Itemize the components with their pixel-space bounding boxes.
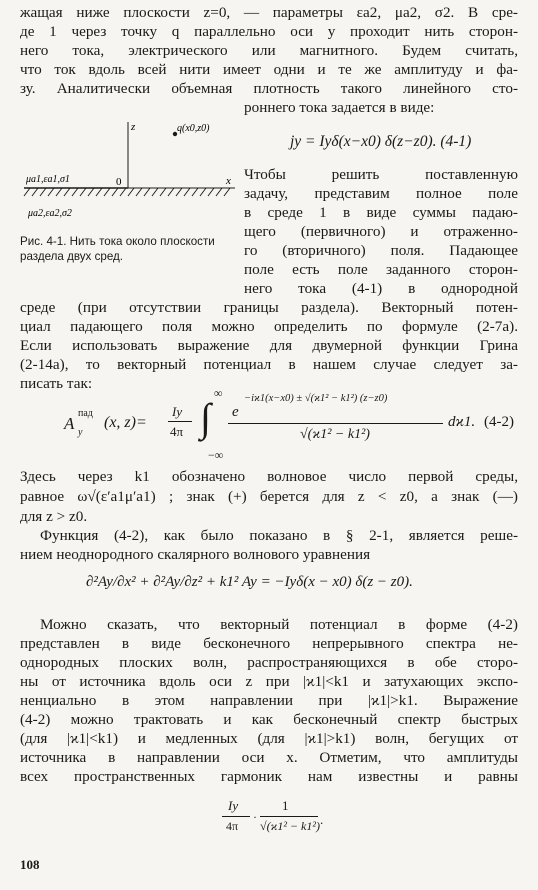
text-line: для z > z0. [20, 508, 88, 525]
text-line: ны от источника вдоль оси z при |ϰ1|<k1 и затухающих экспо- [20, 673, 518, 690]
label-origin: 0 [116, 176, 122, 188]
eq-args: (x, z)= [104, 414, 147, 431]
text-line: циал падающего поля можно определить по формуле (2-7а). [20, 318, 518, 335]
text-line: Можно сказать, что векторный потенциал в форме (4-2) [40, 616, 518, 633]
text-line: Здесь через k1 обозначено волновое число первой среды, [20, 468, 518, 485]
equation-4-2 [0, 386, 538, 462]
text-line: поле есть поле заданного сторон- [244, 261, 518, 278]
text-line: (2-14а), то векторный потенциал в нашем случае следует за- [20, 356, 518, 373]
text-line: роннего тока задается в виде: [244, 99, 435, 116]
eq-coef-num: Iy [172, 404, 183, 419]
text-line: задачу, представим полное поле [244, 185, 518, 202]
text-line: Функция (4-2), как было показано в § 2-1, является реше- [40, 527, 518, 544]
text-line: в среде 1 в виде суммы падаю- [244, 204, 518, 221]
eq-lhs-sup: пад [78, 408, 93, 419]
label-medium1: μa1,εa1,σ1 [26, 174, 70, 185]
text-line: (для |ϰ1|<k1) и медленных (для |ϰ1|>k1) волн, бегущих от [20, 730, 518, 747]
final-bar2 [260, 816, 318, 817]
eq-number: (4-2) [484, 414, 514, 430]
text-line: него тока, электрического или магнитного. Будем считать, [20, 42, 518, 59]
text-line: Если использовать выражение для двумерной функции Грина [20, 337, 518, 354]
eq-lhs: A [64, 414, 75, 433]
final-den2: √(ϰ1² − k1²) [260, 819, 320, 833]
text-line: однородных плоских волн, распространяющихся в обе сторо- [20, 654, 518, 671]
eq-coef-bar [168, 421, 192, 422]
final-period: . [320, 812, 324, 827]
equation-4-1: jy = Iyδ(x−x0) δ(z−z0). (4-1) [290, 133, 472, 150]
text-line: что ток вдоль всей нити имеет одни и те же амплитуду и фа- [20, 61, 518, 78]
text-line: среде (при отсутствии границы раздела). Векторный потен- [20, 299, 518, 316]
figure-diagram [20, 116, 245, 234]
text-line: представлен в виде бесконечного непрерывного спектра не- [20, 635, 518, 652]
text-line: де 1 через точку q параллельно оси y проходит нить сторон- [20, 23, 518, 40]
text-line: зу. Аналитически объемная плотность такого линейного сто- [20, 80, 518, 97]
label-q: q(x0,z0) [177, 123, 210, 134]
label-x: x [226, 175, 231, 187]
text-line: Чтобы решить поставленную [244, 166, 518, 183]
final-num1: Iy [228, 798, 239, 813]
final-bar1 [222, 816, 250, 817]
eq-differential: dϰ1. [448, 414, 476, 430]
text-line: источника в направлении оси x. Отметим, что амплитуды [20, 749, 518, 766]
eq-coef-den: 4π [170, 424, 184, 439]
exp-base: e [232, 404, 239, 420]
text-line: го (вторичного) поля. Падающее [244, 242, 518, 259]
int-lower: −∞ [208, 448, 224, 462]
eq-main-bar [228, 423, 443, 424]
equation-wave: ∂²Ay/∂x² + ∂²Ay/∂z² + k1² Ay = −Iyδ(x − x0) δ(z − z0). [86, 574, 413, 590]
final-den1: 4π [226, 819, 239, 833]
text-line: всех пространственных гармоник нам известны и равны [20, 768, 518, 785]
eq-lhs-sub: y [78, 427, 83, 438]
text-line: щего (первичного) и отраженно- [244, 223, 518, 240]
final-num2: 1 [282, 798, 289, 813]
label-z: z [131, 121, 136, 133]
label-medium2: μa2,εa2,σ2 [28, 208, 72, 219]
text-line: жащая ниже плоскости z=0, — параметры εa2, μa2, σ2. В сре- [20, 4, 518, 21]
text-line: равное ω√(ε′a1μ′a1) ; знак (+) берется для z < z0, а знак (—) [20, 488, 518, 505]
integral-sign: ∫ [200, 395, 211, 440]
text-line: него тока (4-1) в однородной [244, 280, 518, 297]
text-line: (4-2) можно трактовать и как бесконечный спектр быстрых [20, 711, 518, 728]
final-dot: · [253, 810, 257, 824]
equation-final [220, 798, 340, 842]
exp-power: −iϰ1(x−x0) ± √(ϰ1² − k1²) (z−z0) [244, 393, 388, 404]
text-line: ненциально в этом направлении при |ϰ1|>k1. Выражение [20, 692, 518, 709]
page-number: 108 [20, 857, 40, 872]
eq-denominator: √(ϰ1² − k1²) [300, 427, 370, 442]
figure-caption: Рис. 4-1. Нить тока около плоскости раздела двух сред. [20, 235, 215, 263]
text-line: писать так: [20, 375, 93, 392]
int-upper: ∞ [214, 386, 223, 400]
text-line: нием неоднородного скалярного волнового уравнения [20, 546, 371, 563]
figure-4-1 [20, 116, 245, 234]
